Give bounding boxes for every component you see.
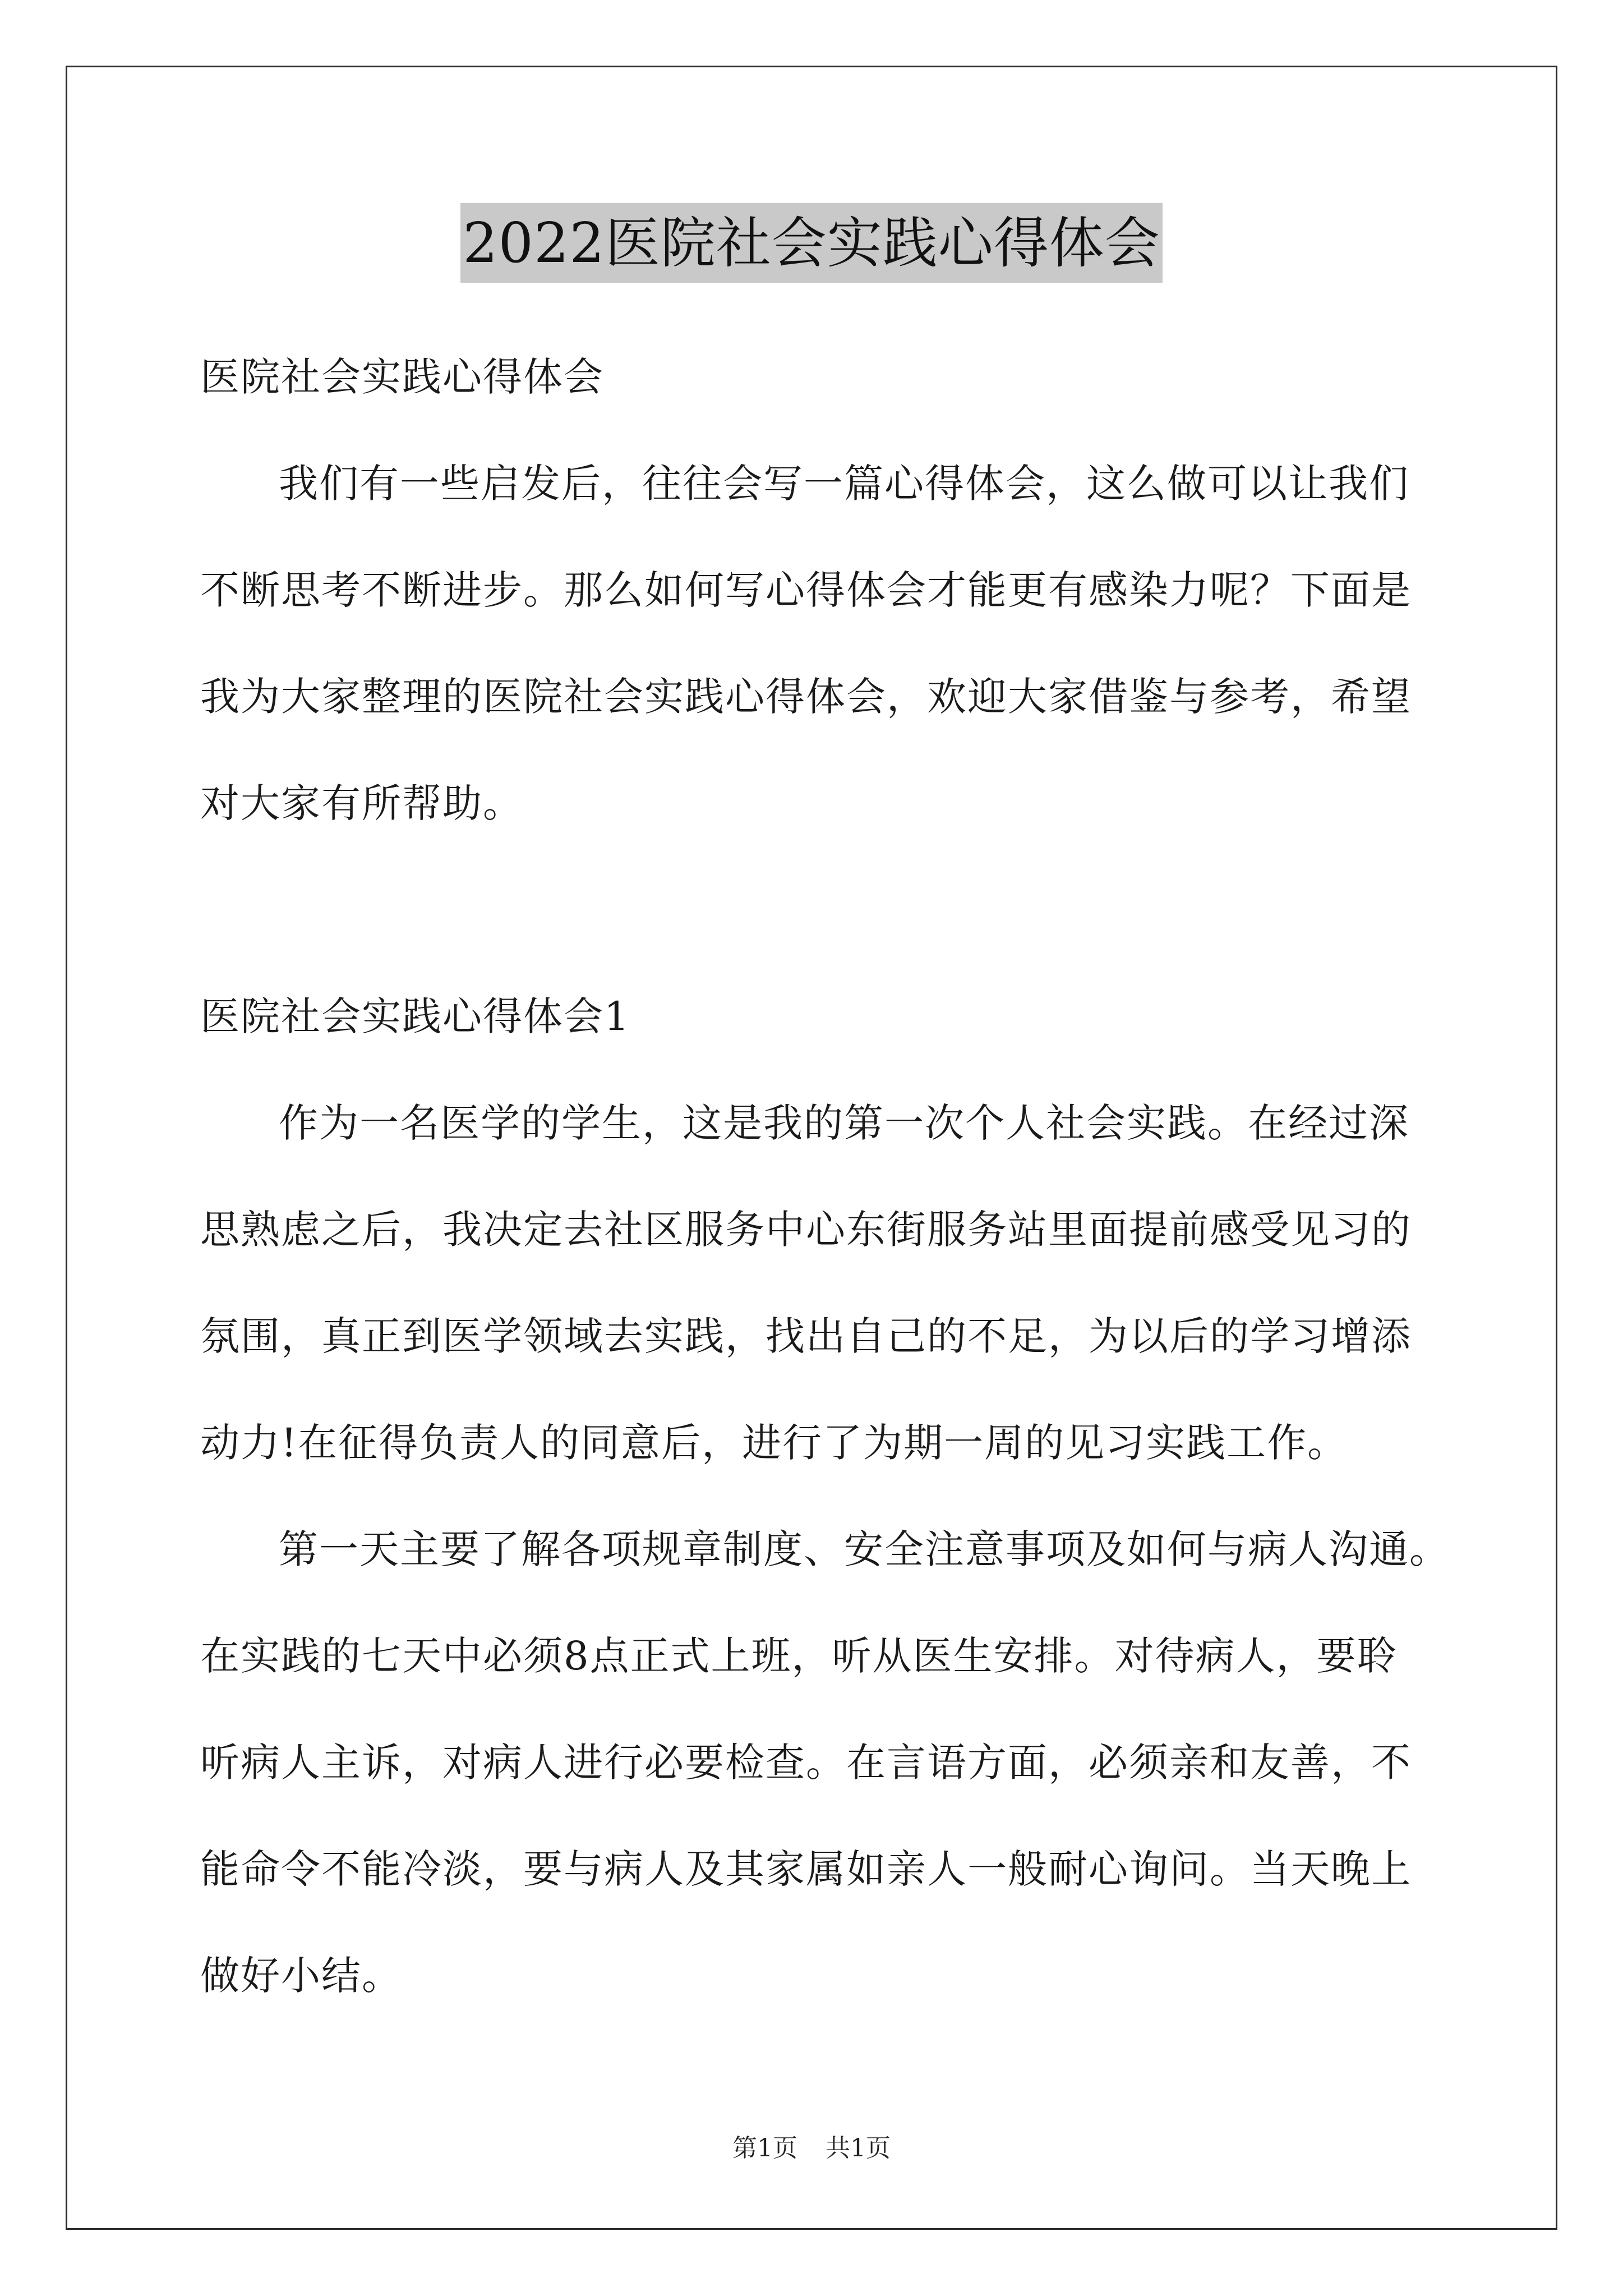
paragraph-line: 思熟虑之后，我决定去社区服务中心东街服务站里面提前感受见习的 [200,1207,1412,1253]
intro-line: 我为大家整理的医院社会实践心得体会，欢迎大家借鉴与参考，希望 [200,674,1412,720]
paragraph-line: 作为一名医学的学生，这是我的第一次个人社会实践。在经过深 [279,1100,1409,1146]
paragraph-line: 氛围，真正到医学领域去实践，找出自己的不足，为以后的学习增添 [200,1313,1412,1359]
page-footer [0,2132,1623,2165]
document-title: 2022医院社会实践心得体会 [460,203,1162,283]
intro-line: 我们有一些启发后，往往会写一篇心得体会，这么做可以让我们 [279,461,1409,507]
intro-heading: 医院社会实践心得体会 [200,354,604,400]
paragraph-line: 动力!在征得负责人的同意后，进行了为期一周的见习实践工作。 [200,1420,1348,1466]
page-number: 第1页 [732,2134,797,2162]
paragraph-line: 听病人主诉，对病人进行必要检查。在言语方面，必须亲和友善，不 [200,1740,1412,1786]
paragraph-line: 在实践的七天中必须8点正式上班，听从医生安排。对待病人，要聆 [200,1633,1398,1679]
paragraph-line: 做好小结。 [200,1953,402,1999]
paragraph-line: 能命令不能冷淡，要与病人及其家属如亲人一般耐心询问。当天晚上 [200,1846,1412,1892]
page-total: 共1页 [826,2134,891,2162]
section-heading: 医院社会实践心得体会1 [200,993,630,1039]
paragraph-line: 第一天主要了解各项规章制度、安全注意事项及如何与病人沟通。 [279,1526,1450,1572]
intro-line: 不断思考不断进步。那么如何写心得体会才能更有感染力呢？下面是 [200,567,1412,613]
title-container [0,203,1623,283]
intro-line: 对大家有所帮助。 [200,780,523,826]
